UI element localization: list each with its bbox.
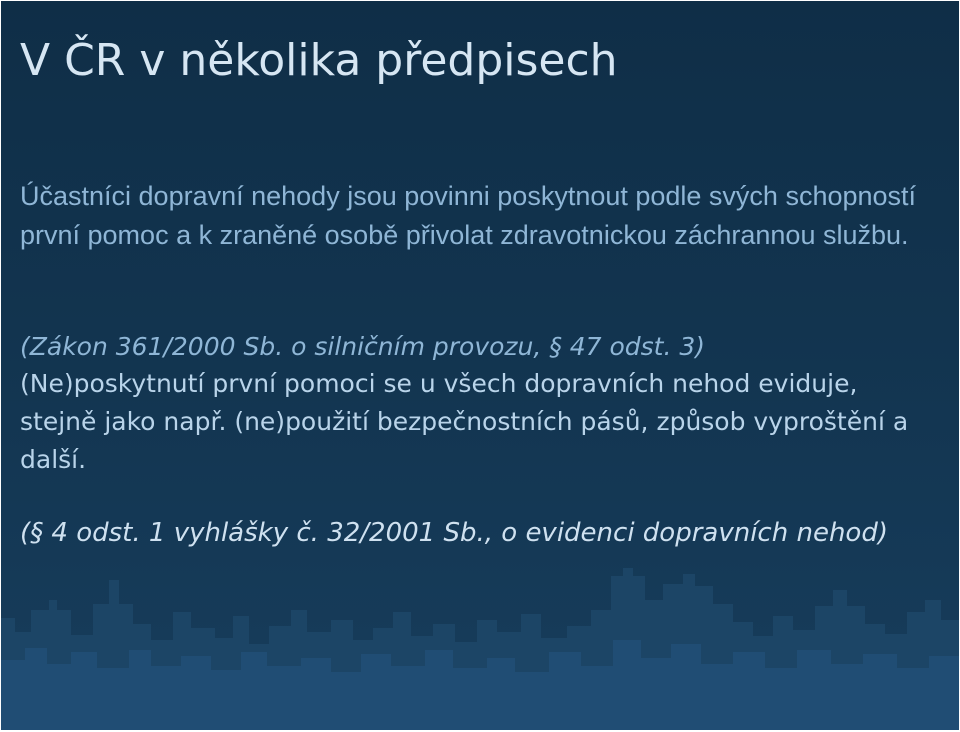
- first-aid-obligation-text: Účastníci dopravní nehody jsou povinni poskytnout podle svých schopností první pomoc a k zraněné osobě přivolat zdravotnickou záchrannou službu.: [20, 181, 917, 250]
- slide: [1, 1, 959, 730]
- city-skyline-background: [1, 540, 959, 730]
- law-reference: (Zákon 361/2000 Sb. o silničním provozu, § 47 odst. 3): [20, 332, 706, 361]
- accident-records-text: (Ne)poskytnutí první pomoci se u všech dopravních nehod eviduje, stejně jako např. (ne)použití bezpečnostních pásů, způsob vyproštění a další.: [20, 369, 909, 474]
- slide-title: V ČR v několika předpisech: [20, 35, 618, 86]
- decree-reference: (§ 4 odst. 1 vyhlášky č. 32/2001 Sb., o evidenci dopravních nehod): [20, 518, 888, 548]
